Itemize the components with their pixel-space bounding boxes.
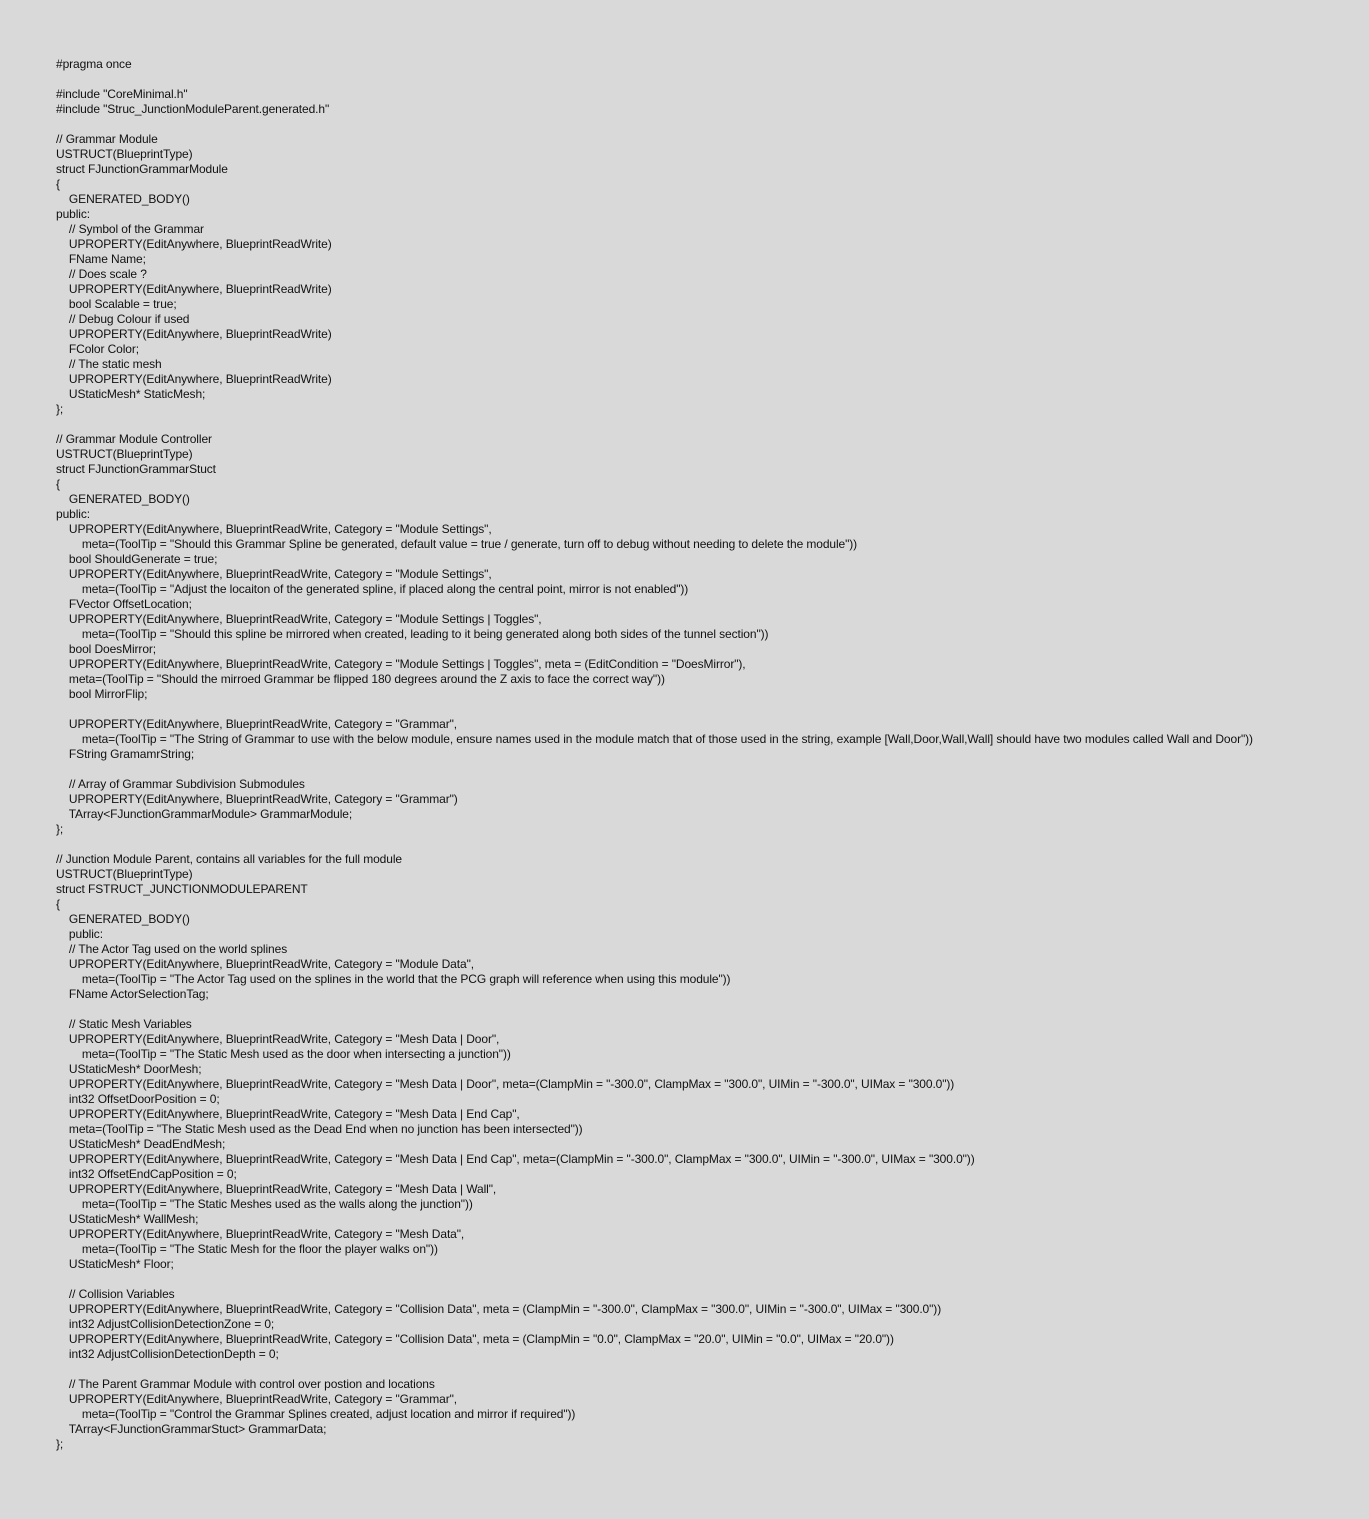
code-line: GENERATED_BODY() (56, 192, 190, 206)
code-line: meta=(ToolTip = "Adjust the locaiton of the generated spline, if placed along the central point, mirror is not enabled")) (56, 582, 689, 596)
code-line (56, 72, 1366, 87)
code-line: meta=(ToolTip = "Should this Grammar Spline be generated, default value = true / generate, turn off to debug without needing to delete the module")) (56, 537, 858, 551)
code-line: meta=(ToolTip = "Should this spline be mirrored when created, leading to it being generated along both sides of the tunnel section")) (56, 627, 769, 641)
code-line: USTRUCT(BlueprintType) (56, 867, 193, 881)
code-line: TArray<FJunctionGrammarModule> GrammarModule; (56, 807, 353, 821)
code-line: { (56, 177, 60, 191)
code-line: FName ActorSelectionTag; (56, 987, 209, 1001)
code-line: // Junction Module Parent, contains all variables for the full module (56, 852, 402, 866)
code-line: USTRUCT(BlueprintType) (56, 447, 193, 461)
code-line: int32 AdjustCollisionDetectionZone = 0; (56, 1317, 275, 1331)
code-line: UStaticMesh* WallMesh; (56, 1212, 199, 1226)
code-line (56, 762, 1366, 777)
code-line (56, 1362, 1366, 1377)
source-code-block (56, 57, 1366, 1452)
code-line: // Does scale ? (56, 267, 147, 281)
code-line: UStaticMesh* Floor; (56, 1257, 174, 1271)
code-line: UPROPERTY(EditAnywhere, BlueprintReadWrite, Category = "Module Settings | Toggles", (56, 612, 542, 626)
code-line: }; (56, 1437, 64, 1451)
code-line: UPROPERTY(EditAnywhere, BlueprintReadWrite, Category = "Module Data", (56, 957, 474, 971)
code-line: int32 OffsetEndCapPosition = 0; (56, 1167, 237, 1181)
code-line: UStaticMesh* DeadEndMesh; (56, 1137, 226, 1151)
code-line: // Grammar Module (56, 132, 158, 146)
code-line: UPROPERTY(EditAnywhere, BlueprintReadWrite, Category = "Mesh Data | Wall", (56, 1182, 497, 1196)
code-line: GENERATED_BODY() (56, 492, 190, 506)
code-line (56, 117, 1366, 132)
code-line: // The Actor Tag used on the world splines (56, 942, 288, 956)
code-line: // Debug Colour if used (56, 312, 190, 326)
code-line: // Array of Grammar Subdivision Submodules (56, 777, 305, 791)
code-line: }; (56, 402, 64, 416)
code-line (56, 837, 1366, 852)
code-line: UPROPERTY(EditAnywhere, BlueprintReadWrite, Category = "Grammar", (56, 1392, 457, 1406)
code-line: #include "Struc_JunctionModuleParent.generated.h" (56, 102, 330, 116)
code-line: UPROPERTY(EditAnywhere, BlueprintReadWrite, Category = "Module Settings", (56, 522, 492, 536)
code-line: meta=(ToolTip = "The String of Grammar to use with the below module, ensure names used in the module match that of those used in the string, example [Wall,Door,Wall,Wall] should have two modules called Wall and Door")) (56, 732, 1253, 746)
code-line: UPROPERTY(EditAnywhere, BlueprintReadWrite, Category = "Mesh Data | End Cap", meta=(ClampMin = "-300.0", ClampMax = "300.0", UIMin = "-300.0", UIMax = "300.0")) (56, 1152, 975, 1166)
code-line: meta=(ToolTip = "The Static Mesh used as the door when intersecting a junction")) (56, 1047, 511, 1061)
code-line: // The static mesh (56, 357, 162, 371)
code-line: #pragma once (56, 57, 132, 71)
code-line: TArray<FJunctionGrammarStuct> GrammarData; (56, 1422, 327, 1436)
code-line: int32 AdjustCollisionDetectionDepth = 0; (56, 1347, 279, 1361)
code-line: // Collision Variables (56, 1287, 175, 1301)
code-line: GENERATED_BODY() (56, 912, 190, 926)
code-line (56, 417, 1366, 432)
code-line: // Symbol of the Grammar (56, 222, 204, 236)
code-line: UPROPERTY(EditAnywhere, BlueprintReadWrite, Category = "Mesh Data | End Cap", (56, 1107, 520, 1121)
code-line: UPROPERTY(EditAnywhere, BlueprintReadWrite, Category = "Module Settings | Toggles", meta = (EditCondition = "DoesMirror"), (56, 657, 746, 671)
code-line: UPROPERTY(EditAnywhere, BlueprintReadWrite, Category = "Collision Data", meta = (ClampMin = "-300.0", ClampMax = "300.0", UIMin = "-300.0", UIMax = "300.0")) (56, 1302, 942, 1316)
code-line: meta=(ToolTip = "The Static Mesh used as the Dead End when no junction has been intersected")) (56, 1122, 583, 1136)
code-line: meta=(ToolTip = "The Static Mesh for the floor the player walks on")) (56, 1242, 438, 1256)
code-line: public: (56, 207, 90, 221)
code-line: UPROPERTY(EditAnywhere, BlueprintReadWrite) (56, 237, 332, 251)
code-line: struct FJunctionGrammarStuct (56, 462, 216, 476)
code-line: meta=(ToolTip = "The Static Meshes used as the walls along the junction")) (56, 1197, 473, 1211)
code-line: UPROPERTY(EditAnywhere, BlueprintReadWrite, Category = "Mesh Data", (56, 1227, 465, 1241)
code-line: bool ShouldGenerate = true; (56, 552, 218, 566)
code-line: { (56, 477, 60, 491)
code-line: meta=(ToolTip = "Control the Grammar Splines created, adjust location and mirror if required")) (56, 1407, 576, 1421)
code-line (56, 1272, 1366, 1287)
code-line: public: (56, 507, 90, 521)
code-line: UPROPERTY(EditAnywhere, BlueprintReadWrite, Category = "Mesh Data | Door", (56, 1032, 500, 1046)
code-line: // Static Mesh Variables (56, 1017, 192, 1031)
code-line: meta=(ToolTip = "Should the mirroed Grammar be flipped 180 degrees around the Z axis to face the correct way")) (56, 672, 665, 686)
code-line: UPROPERTY(EditAnywhere, BlueprintReadWrite, Category = "Grammar") (56, 792, 458, 806)
code-line: UPROPERTY(EditAnywhere, BlueprintReadWrite, Category = "Collision Data", meta = (ClampMin = "0.0", ClampMax = "20.0", UIMin = "0.0", UIMax = "20.0")) (56, 1332, 894, 1346)
code-line: meta=(ToolTip = "The Actor Tag used on the splines in the world that the PCG graph will reference when using this module")) (56, 972, 731, 986)
code-line: struct FJunctionGrammarModule (56, 162, 228, 176)
code-line: #include "CoreMinimal.h" (56, 87, 188, 101)
code-line: // The Parent Grammar Module with control over postion and locations (56, 1377, 435, 1391)
code-line: // Grammar Module Controller (56, 432, 212, 446)
code-line: { (56, 897, 60, 911)
code-line: UPROPERTY(EditAnywhere, BlueprintReadWrite) (56, 282, 332, 296)
code-line: }; (56, 822, 64, 836)
code-line: UPROPERTY(EditAnywhere, BlueprintReadWrite, Category = "Mesh Data | Door", meta=(ClampMin = "-300.0", ClampMax = "300.0", UIMin = "-300.0", UIMax = "300.0")) (56, 1077, 955, 1091)
code-line: bool Scalable = true; (56, 297, 177, 311)
code-line: UPROPERTY(EditAnywhere, BlueprintReadWrite) (56, 327, 332, 341)
code-line: UPROPERTY(EditAnywhere, BlueprintReadWrite, Category = "Module Settings", (56, 567, 492, 581)
code-line: UPROPERTY(EditAnywhere, BlueprintReadWrite) (56, 372, 332, 386)
code-line: struct FSTRUCT_JUNCTIONMODULEPARENT (56, 882, 308, 896)
code-line (56, 1002, 1366, 1017)
code-line (56, 702, 1366, 717)
code-line: UStaticMesh* DoorMesh; (56, 1062, 202, 1076)
code-line: int32 OffsetDoorPosition = 0; (56, 1092, 220, 1106)
code-line: FVector OffsetLocation; (56, 597, 192, 611)
code-line: public: (56, 927, 103, 941)
code-line: FString GramamrString; (56, 747, 195, 761)
code-line: bool DoesMirror; (56, 642, 157, 656)
code-line: USTRUCT(BlueprintType) (56, 147, 193, 161)
code-line: UPROPERTY(EditAnywhere, BlueprintReadWrite, Category = "Grammar", (56, 717, 457, 731)
code-line: bool MirrorFlip; (56, 687, 148, 701)
code-line: UStaticMesh* StaticMesh; (56, 387, 206, 401)
code-line: FName Name; (56, 252, 146, 266)
code-line: FColor Color; (56, 342, 139, 356)
